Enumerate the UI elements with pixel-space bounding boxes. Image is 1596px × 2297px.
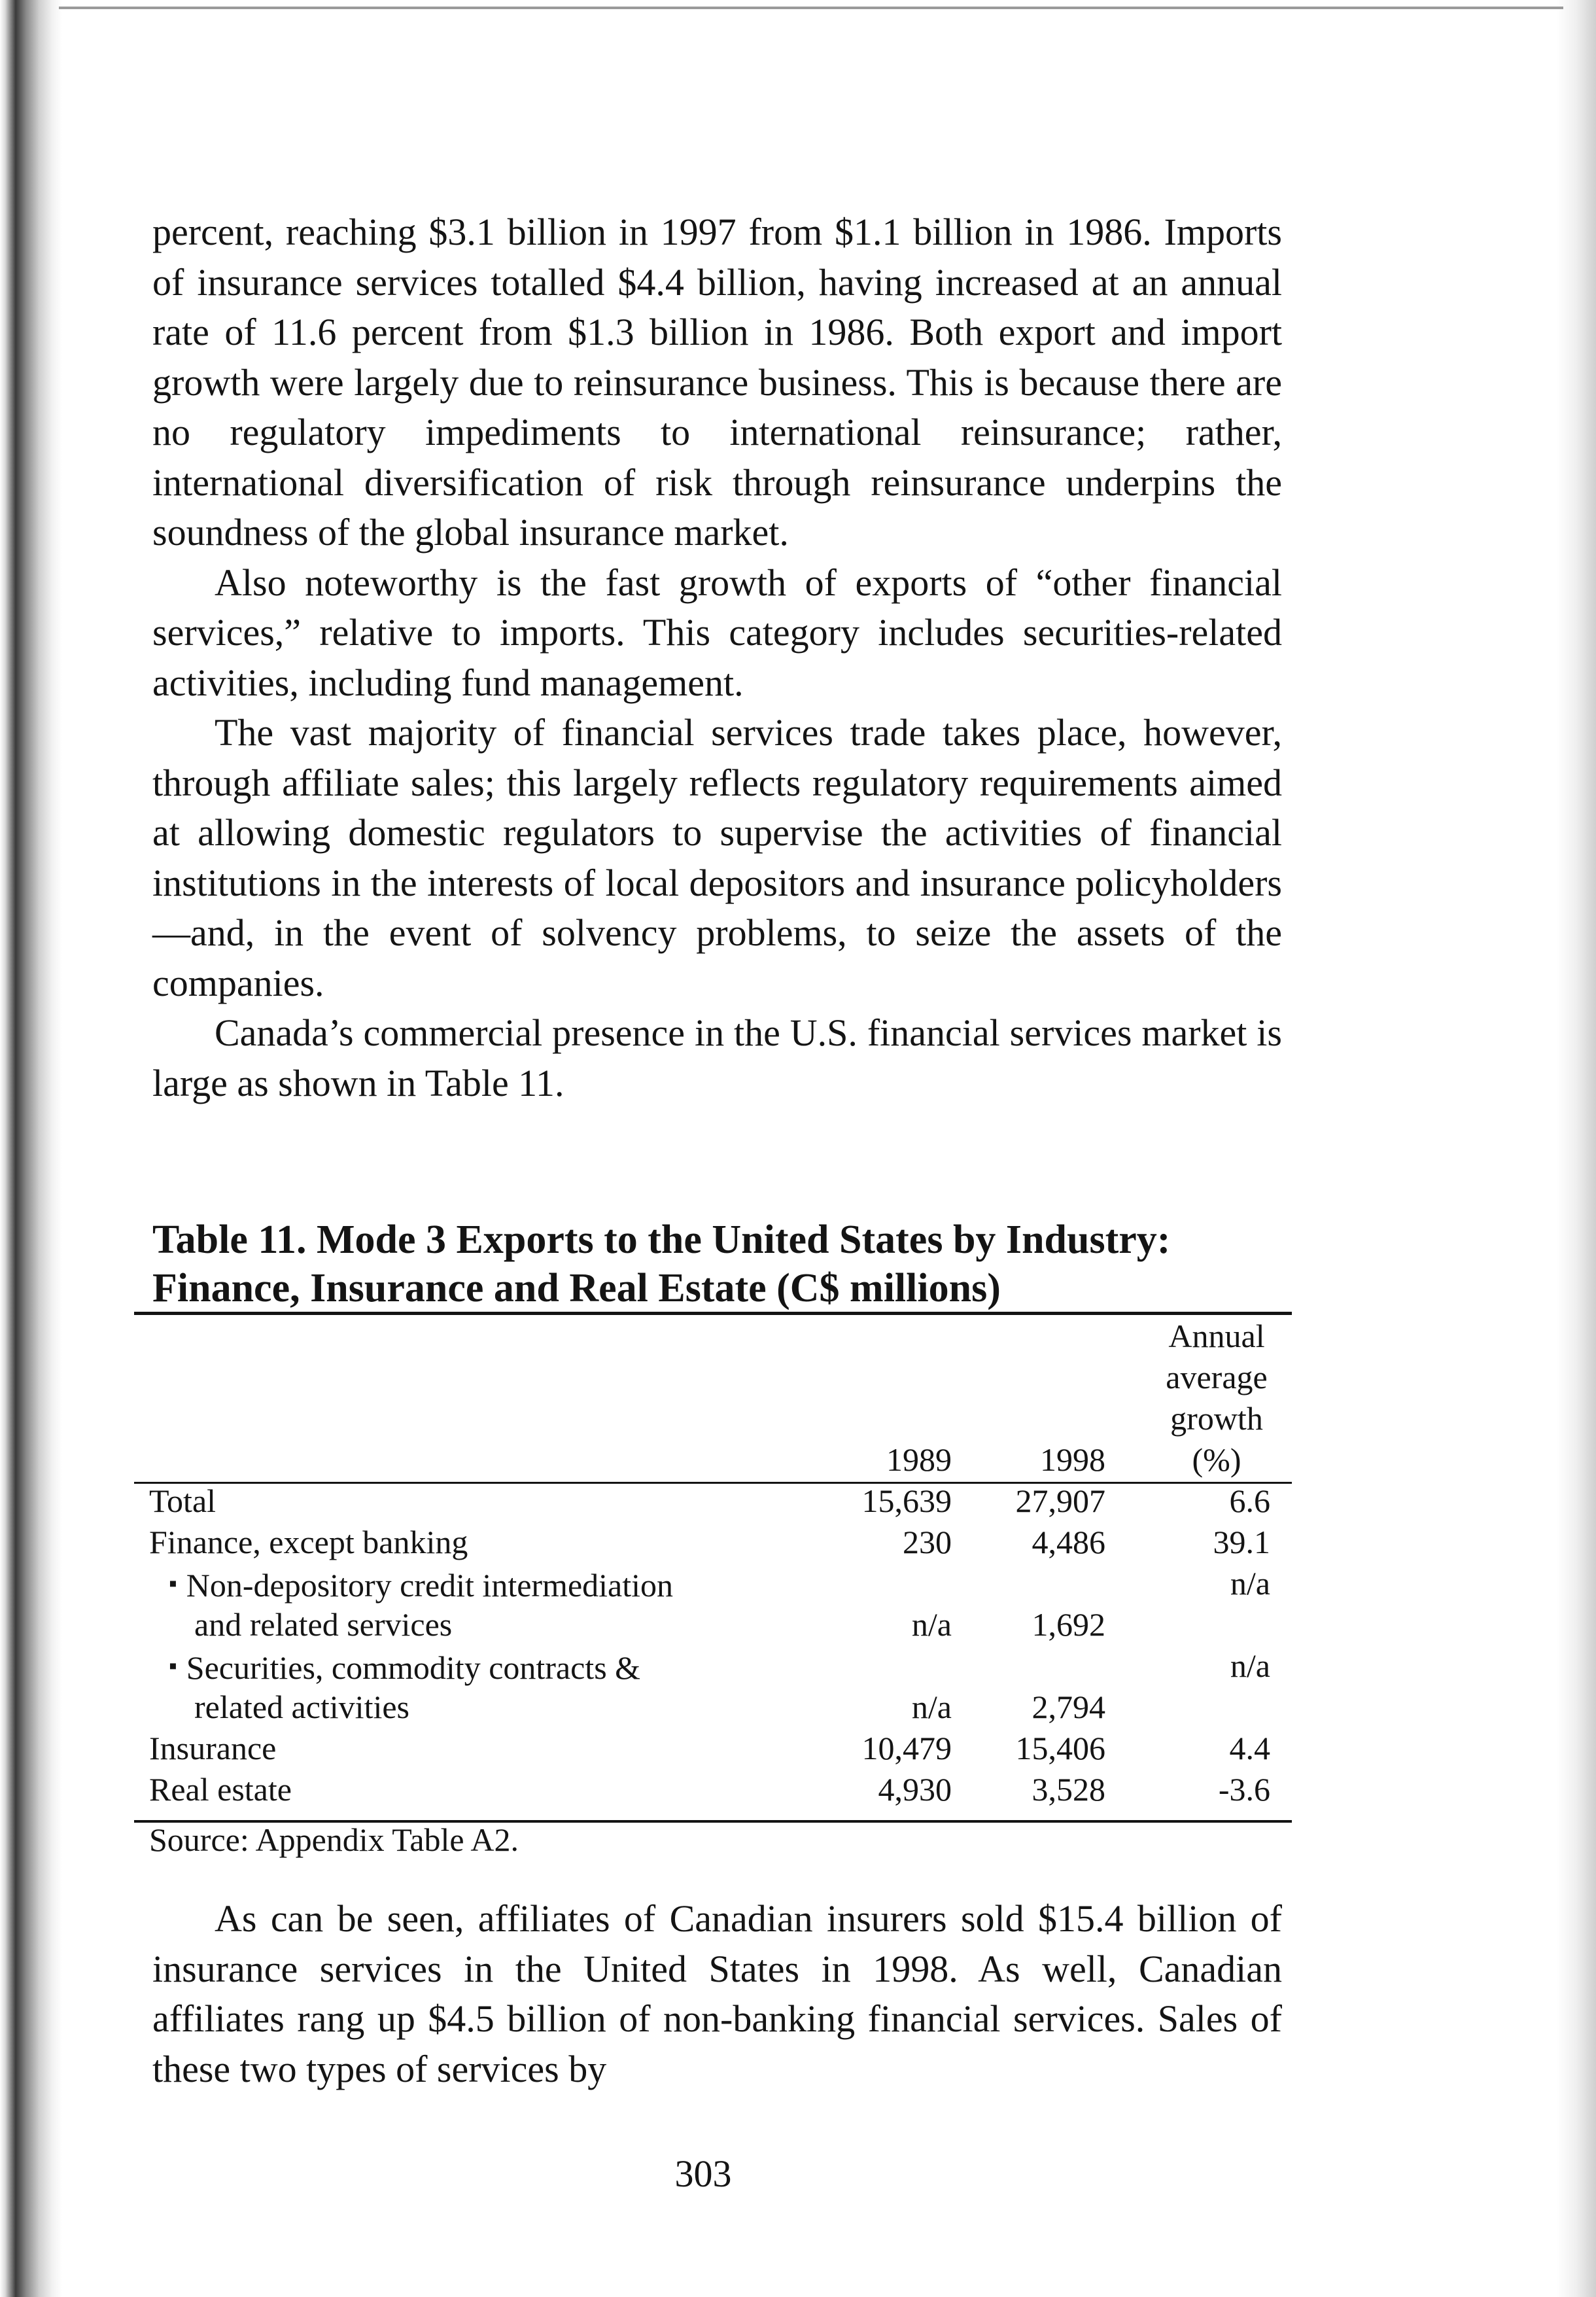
bullet-icon: ▪ [169,1653,177,1679]
cell-real-estate-1989: 4,930 [878,1771,952,1808]
cell-nondepository-1989: n/a [911,1606,952,1643]
page-number: 303 [674,2152,732,2195]
page-binding-shadow [0,0,62,2297]
table-caption-line-2: Finance, Insurance and Real Estate (C$ millions) [152,1266,1001,1310]
body-text-top [152,207,1282,1108]
cell-total-1989: 15,639 [861,1482,952,1519]
paragraph-affiliate-sales: The vast majority of financial services trade takes place, however, through affiliate sales; this largely reflects regulatory requirements aimed at allowing domestic regulators to supervise the activities of financial institutions in the interests of local depositors and insurance policyholders—and, in the event of solvency problems, to seize the assets of the companies. [152,711,1282,1004]
cell-insurance-growth: 4.4 [1229,1730,1270,1766]
cell-finance-1998: 4,486 [1032,1524,1105,1560]
page-edge-shadow [1557,0,1596,2297]
table-caption-line-1: Table 11. Mode 3 Exports to the United States by Industry: [152,1218,1171,1262]
cell-total-growth: 6.6 [1229,1482,1270,1519]
cell-securities-growth: n/a [1230,1647,1270,1684]
table-source-note: Source: Appendix Table A2. [149,1821,519,1858]
cell-nondepository-growth: n/a [1230,1565,1270,1602]
row-label-nondepository-line-2: and related services [194,1606,453,1643]
paragraph-commercial-presence: Canada’s commercial presence in the U.S. financial services market is large as shown in Table 11. [152,1011,1282,1104]
cell-securities-1998: 2,794 [1032,1689,1105,1725]
header-growth-line-2: average [1166,1359,1268,1395]
row-label-real-estate: Real estate [149,1771,292,1808]
header-1998: 1998 [1040,1441,1105,1478]
row-label-nondepository-line-1: Non-depository credit intermediation [186,1567,674,1604]
row-label-finance: Finance, except banking [149,1524,468,1560]
cell-finance-1989: 230 [903,1524,952,1560]
cell-securities-1989: n/a [911,1689,952,1725]
cell-nondepository-1998: 1,692 [1032,1606,1105,1643]
header-1989: 1989 [886,1441,952,1478]
header-annual-growth [1138,1316,1295,1481]
cell-real-estate-1998: 3,528 [1032,1771,1105,1808]
cell-insurance-1989: 10,479 [861,1730,952,1766]
bullet-icon: ▪ [169,1570,177,1596]
cell-insurance-1998: 15,406 [1015,1730,1105,1766]
header-growth-line-3: growth [1170,1400,1263,1437]
table-caption [152,1216,1282,1312]
header-growth-line-1: Annual [1168,1318,1265,1354]
paragraph-reinsurance: percent, reaching $3.1 billion in 1997 from $1.1 billion in 1986. Imports of insurance services totalled $4.4 billion, having increased at an annual rate of 11.6 percent from $1.3 billion in 1986. Both export and import growth were largely due to reinsurance business. This is because there are no regulatory impediments to international reinsurance; rather, international diversification of risk through reinsurance underpins the soundness of the global insurance market. [152,211,1282,553]
row-label-nondepository [169,1562,823,1606]
cell-total-1998: 27,907 [1015,1482,1105,1519]
header-growth-line-4: (%) [1192,1441,1241,1478]
row-label-securities [169,1645,823,1689]
cell-real-estate-growth: -3.6 [1218,1771,1270,1808]
row-label-insurance: Insurance [149,1730,277,1766]
paragraph-affiliates-insurers: As can be seen, affiliates of Canadian insurers sold $15.4 billion of insurance services in the United States in 1998. As well, Canadian affiliates rang up $4.5 billion of non-banking financial services. Sales of these two types of services by [152,1897,1282,2090]
body-text-bottom [152,1894,1282,2094]
row-label-securities-line-2: related activities [194,1689,410,1725]
cell-finance-growth: 39.1 [1213,1524,1270,1560]
row-label-securities-line-1: Securities, commodity contracts & [186,1649,641,1686]
page-top-edge [59,7,1563,9]
row-label-total: Total [149,1482,217,1519]
paragraph-other-financial-services: Also noteworthy is the fast growth of exports of “other financial services,” relative to imports. This category includes securities-related activities, including fund management. [152,561,1282,704]
table-top-rule [134,1312,1292,1315]
